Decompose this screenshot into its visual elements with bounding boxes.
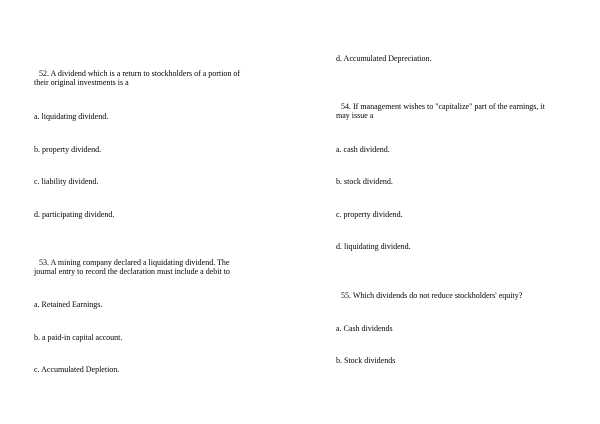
question-53-option-d: d. Accumulated Depreciation. (336, 54, 432, 63)
question-53-option-a: a. Retained Earnings. (34, 300, 103, 309)
question-52-option-d: d. participating dividend. (34, 210, 115, 219)
question-52-option-a: a. liquidating dividend. (34, 112, 109, 121)
question-52-text-line2: their original investments is a (34, 78, 129, 87)
question-52-text-line1: 52. A dividend which is a return to stockholders of a portion of (39, 69, 241, 78)
question-54-option-d: d. liquidating dividend. (336, 242, 411, 251)
question-55-option-b: b. Stock dividends (336, 356, 396, 365)
question-55-text-line1: 55. Which dividends do not reduce stockholders' equity? (341, 291, 523, 300)
question-54-option-c: c. property dividend. (336, 210, 403, 219)
question-55-option-a: a. Cash dividends (336, 324, 393, 333)
question-54-text-line2: may issue a (336, 111, 374, 120)
question-53-option-b: b. a paid-in capital account. (34, 333, 123, 342)
question-52-option-c: c. liability dividend. (34, 177, 99, 186)
question-53-text-line1: 53. A mining company declared a liquidating dividend. The (39, 258, 230, 267)
question-52-option-b: b. property dividend. (34, 145, 102, 154)
question-54-option-a: a. cash dividend. (336, 145, 390, 154)
question-53-text-line2: journal entry to record the declaration must include a debit to (34, 267, 230, 276)
question-53-option-c: c. Accumulated Depletion. (34, 365, 120, 374)
question-54-text-line1: 54. If management wishes to "capitalize" part of the earnings, it (341, 102, 545, 111)
question-54-option-b: b. stock dividend. (336, 177, 393, 186)
